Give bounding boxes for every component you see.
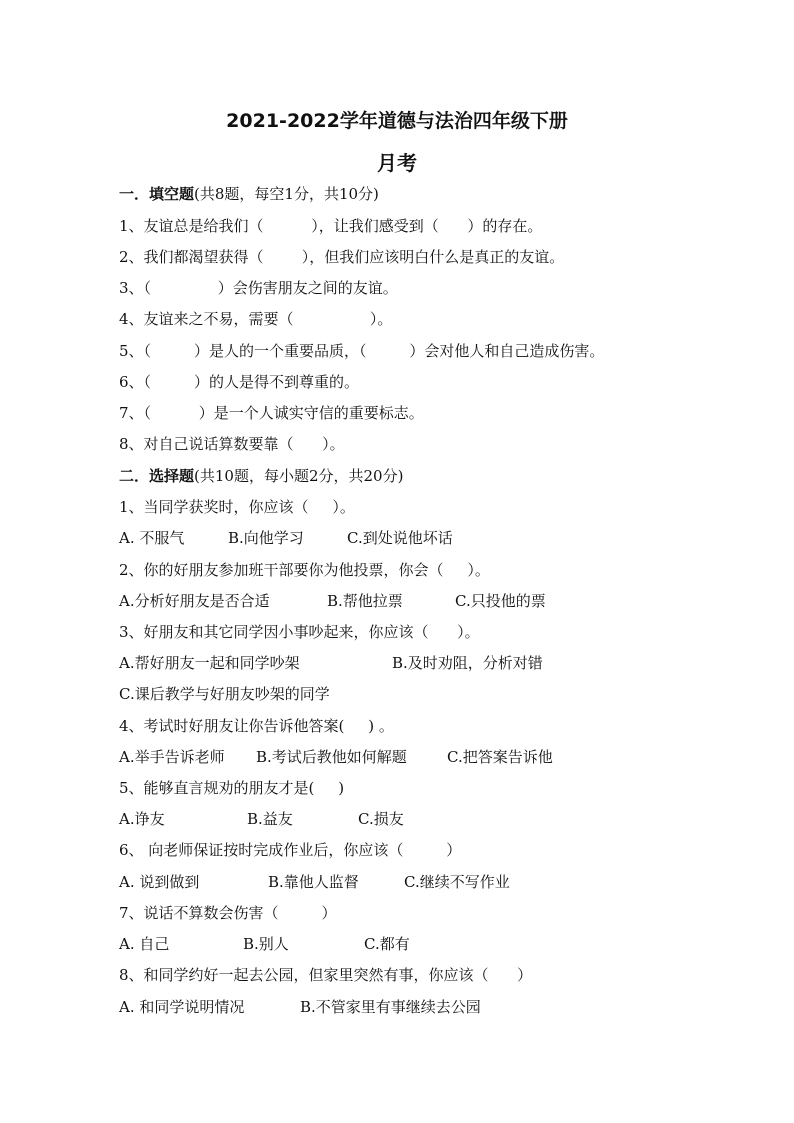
choice-4-option-c: C.把答案告诉他 bbox=[447, 748, 553, 766]
exam-subtitle: 月考 bbox=[377, 151, 417, 175]
choice-8-option-a: A. 和同学说明情况 bbox=[119, 998, 245, 1016]
choice-7-option-a: A. 自己 bbox=[119, 935, 170, 953]
fill-question-3: 3、（ ）会伤害朋友之间的友谊。 bbox=[119, 279, 398, 297]
choice-question-3: 3、好朋友和其它同学因小事吵起来，你应该（ ）。 bbox=[119, 623, 480, 641]
exam-title: 2021-2022学年道德与法治四年级下册 bbox=[226, 110, 568, 132]
choice-6-option-b: B.靠他人监督 bbox=[268, 873, 359, 891]
choice-question-8: 8、和同学约好一起去公园，但家里突然有事，你应该（ ） bbox=[119, 966, 533, 984]
choice-question-6: 6、 向老师保证按时完成作业后，你应该（ ） bbox=[119, 841, 462, 859]
choice-question-2: 2、你的好朋友参加班干部要你为他投票，你会（ ）。 bbox=[119, 561, 490, 579]
choice-5-option-c: C.损友 bbox=[358, 810, 404, 828]
section1-heading: 一．填空题 bbox=[119, 185, 195, 203]
fill-question-5: 5、（ ）是人的一个重要品质，（ ）会对他人和自己造成伤害。 bbox=[119, 342, 605, 360]
choice-3-option-a: A.帮好朋友一起和同学吵架 bbox=[119, 654, 300, 672]
fill-question-1: 1、友谊总是给我们（ ），让我们感受到（ ）的存在。 bbox=[119, 217, 543, 235]
choice-1-option-a: A. 不服气 bbox=[119, 529, 185, 547]
fill-question-4: 4、友谊来之不易，需要（ ）。 bbox=[119, 310, 393, 328]
choice-5-option-a: A.诤友 bbox=[119, 810, 165, 828]
fill-question-2: 2、我们都渴望获得（ ），但我们应该明白什么是真正的友谊。 bbox=[119, 248, 565, 266]
choice-1-option-b: B.向他学习 bbox=[228, 529, 304, 547]
section1-heading-line bbox=[119, 184, 379, 204]
choice-7-option-c: C.都有 bbox=[364, 935, 410, 953]
choice-6-option-a: A. 说到做到 bbox=[119, 873, 200, 891]
choice-7-option-b: B.别人 bbox=[243, 935, 289, 953]
choice-question-5: 5、能够直言规劝的朋友才是( ) bbox=[119, 779, 345, 797]
section2-heading: 二．选择题 bbox=[119, 467, 195, 485]
choice-question-1: 1、当同学获奖时，你应该（ ）。 bbox=[119, 498, 355, 516]
choice-3-option-b: B.及时劝阻，分析对错 bbox=[392, 654, 543, 672]
choice-8-option-b: B.不管家里有事继续去公园 bbox=[300, 998, 481, 1016]
choice-6-option-c: C.继续不写作业 bbox=[404, 873, 510, 891]
choice-2-option-a: A.分析好朋友是否合适 bbox=[119, 592, 270, 610]
choice-3-option-c: C.课后教学与好朋友吵架的同学 bbox=[119, 685, 330, 703]
choice-1-option-c: C.到处说他坏话 bbox=[347, 529, 453, 547]
fill-question-6: 6、（ ）的人是得不到尊重的。 bbox=[119, 373, 359, 391]
fill-question-7: 7、（ ）是一个人诚实守信的重要标志。 bbox=[119, 404, 424, 422]
fill-question-8: 8、对自己说话算数要靠（ ）。 bbox=[119, 435, 345, 453]
choice-5-option-b: B.益友 bbox=[247, 810, 293, 828]
choice-4-option-b: B.考试后教他如何解题 bbox=[256, 748, 407, 766]
choice-2-option-c: C.只投他的票 bbox=[455, 592, 546, 610]
choice-question-7: 7、说话不算数会伤害（ ） bbox=[119, 904, 337, 922]
choice-4-option-a: A.举手告诉老师 bbox=[119, 748, 225, 766]
section1-note: (共8题，每空1分，共10分) bbox=[194, 185, 379, 203]
section2-heading-line bbox=[119, 466, 403, 486]
choice-2-option-b: B.帮他拉票 bbox=[327, 592, 403, 610]
choice-question-4: 4、考试时好朋友让你告诉他答案( ) 。 bbox=[119, 717, 394, 735]
section2-note: (共10题，每小题2分，共20分) bbox=[194, 467, 404, 485]
